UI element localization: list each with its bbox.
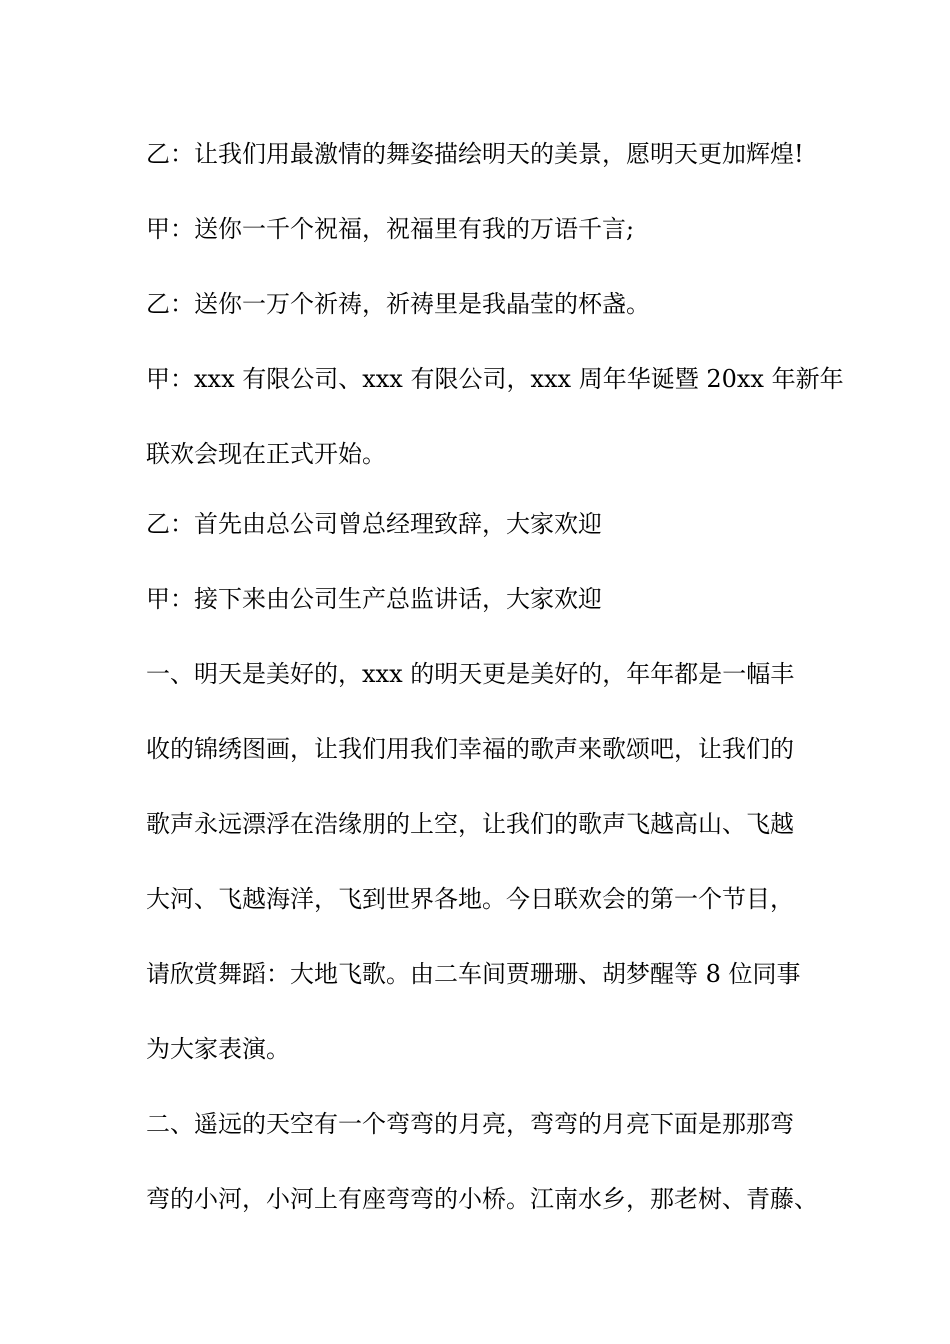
- text-line: 甲：xxx 有限公司、xxx 有限公司，xxx 周年华诞暨 20xx 年新年: [146, 365, 844, 393]
- text-line: 为大家表演。: [146, 1035, 290, 1063]
- text-line: 甲：送你一千个祝福，祝福里有我的万语千言;: [146, 215, 635, 243]
- text-line: 乙：送你一万个祈祷，祈祷里是我晶莹的杯盏。: [146, 290, 650, 318]
- text-line: 歌声永远漂浮在浩缘朋的上空，让我们的歌声飞越高山、飞越: [146, 810, 794, 838]
- text-line: 请欣赏舞蹈：大地飞歌。由二车间贾珊珊、胡梦醒等 8 位同事: [146, 960, 801, 988]
- text-line: 一、明天是美好的，xxx 的明天更是美好的，年年都是一幅丰: [146, 660, 795, 688]
- text-line: 弯的小河，小河上有座弯弯的小桥。江南水乡，那老树、青藤、: [146, 1185, 818, 1213]
- text-line: 大河、飞越海洋，飞到世界各地。今日联欢会的第一个节目，: [146, 885, 794, 913]
- text-line: 二、遥远的天空有一个弯弯的月亮，弯弯的月亮下面是那那弯: [146, 1110, 794, 1138]
- text-line: 甲：接下来由公司生产总监讲话，大家欢迎: [146, 585, 602, 613]
- text-line: 联欢会现在正式开始。: [146, 440, 386, 468]
- text-line: 乙：让我们用最激情的舞姿描绘明天的美景，愿明天更加辉煌!: [146, 140, 804, 168]
- text-line: 收的锦绣图画，让我们用我们幸福的歌声来歌颂吧，让我们的: [146, 735, 794, 763]
- text-line: 乙：首先由总公司曾总经理致辞，大家欢迎: [146, 510, 602, 538]
